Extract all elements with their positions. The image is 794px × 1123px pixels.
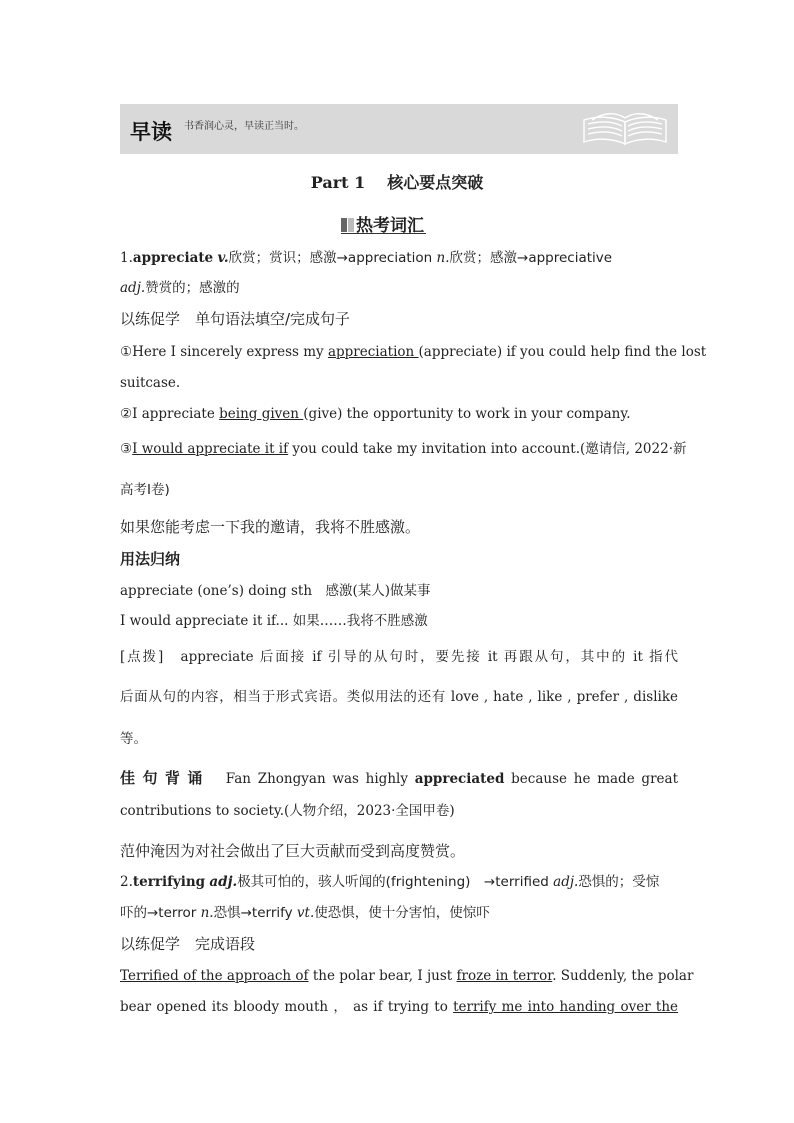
entry1-exercise-3-translation: 如果您能考虑一下我的邀请，我将不胜感激。 (120, 518, 421, 536)
section-heading (341, 211, 426, 234)
open-book-icon (582, 110, 668, 148)
entry2-headword-line: 2.terrifying adj.极其可怕的，骇人听闻的(frightening) →terrified adj.恐惧的；受惊 (120, 874, 660, 890)
answer-blank: Terrified of the approach of (120, 968, 309, 984)
answer-blank: I would appreciate it if (132, 441, 289, 457)
entry1-exercise-2: ②I appreciate being given (give) the opportunity to work in your company. (120, 406, 631, 422)
entry1-exercise-3-cont: 高考Ⅰ卷) (120, 482, 170, 498)
entry2-passage-line1: Terrified of the approach of the polar bear, I just froze in terror. Suddenly, the polar (120, 968, 694, 984)
entry2-practice-heading: 以练促学 完成语段 (120, 935, 256, 953)
entry1-headword-line: 1.appreciate v.欣赏；赏识；感激→appreciation n.欣赏；感激→appreciative (120, 250, 613, 266)
entry1-recite-line1: 佳句背诵 Fan Zhongyan was highly appreciated because he made great (120, 769, 678, 787)
answer-blank: froze in terror (456, 968, 553, 984)
entry1-exercise-1: ①Here I sincerely express my appreciation (appreciate) if you could help find the lost (120, 344, 707, 360)
section-marker-icon (341, 218, 347, 232)
entry1-exercise-3: ③I would appreciate it if you could take my invitation into account.(邀请信, 2022·新 (120, 441, 687, 457)
entry1-practice-heading: 以练促学 单句语法填空/完成句子 (120, 310, 351, 328)
answer-blank: appreciation (327, 344, 419, 360)
banner-title: 早读 (130, 120, 172, 144)
entry1-recite-translation: 范仲淹因为对社会做出了巨大贡献而受到高度赞赏。 (120, 842, 466, 860)
section-title: 热考词汇 (356, 216, 424, 236)
morning-reading-banner (120, 104, 678, 154)
part-title: 核心要点突破 (387, 173, 484, 192)
entry1-usage-heading: 用法归纳 (120, 550, 181, 568)
entry1-usage-2: I would appreciate it if... 如果……我将不胜感激 (120, 613, 428, 629)
entry2-passage-line2: bear opened its bloody mouth ， as if trying to terrify me into handing over the (120, 999, 679, 1015)
entry1-tip-line2: 后面从句的内容，相当于形式宾语。类似用法的还有 love , hate , like , prefer , dislike (120, 689, 678, 705)
part-heading (0, 170, 794, 193)
answer-blank: terrify me into handing over the (453, 999, 679, 1015)
entry1-usage-1: appreciate (one’s) doing sth 感激(某人)做某事 (120, 583, 431, 599)
entry1-tip-line1: [点拨] appreciate 后面接 if 引导的从句时，要先接 it 再跟从句，其中的 it 指代 (120, 649, 678, 665)
recite-heading: 佳句背诵 (120, 769, 210, 787)
entry1-recite-line2: contributions to society.(人物介绍，2023·全国甲卷) (120, 803, 455, 819)
entry1-exercise-1-cont: suitcase. (120, 375, 181, 391)
entry1-word: appreciate (132, 250, 214, 266)
entry1-headword-line2: adj.赞赏的；感激的 (120, 280, 240, 296)
part-label: Part 1 (310, 173, 366, 192)
entry2-word: terrifying (132, 874, 206, 890)
entry2-headword-line2: 吓的→terror n.恐惧→terrify vt.使恐惧，使十分害怕，使惊吓 (120, 905, 490, 921)
answer-blank: being given (219, 406, 304, 422)
entry1-tip-line3: 等。 (120, 731, 147, 747)
banner-subtitle: 书香润心灵，早读正当时。 (184, 121, 304, 132)
